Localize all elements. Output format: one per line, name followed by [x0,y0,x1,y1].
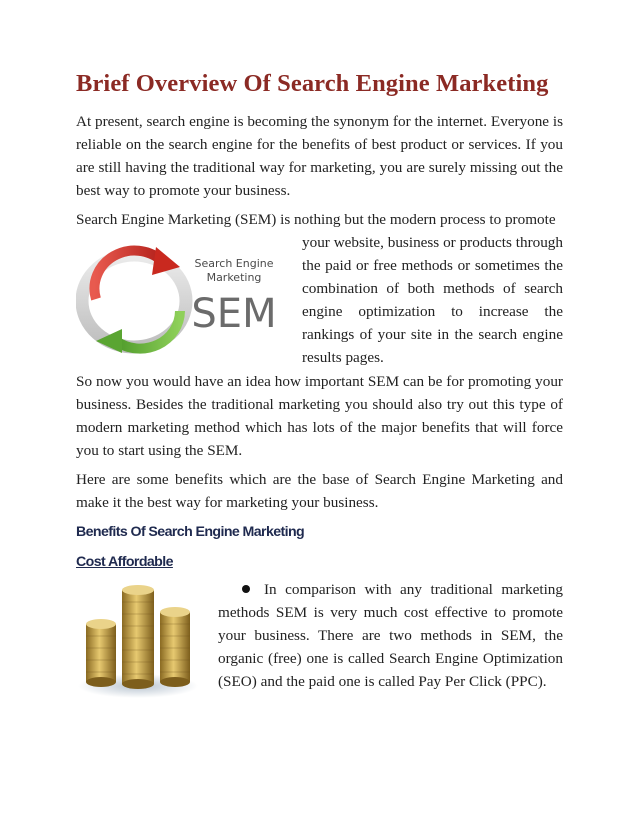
bullet-text: In comparison with any traditional marketing methods SEM is very much cost effective to promote your business. There are two methods in SEM, the organic (free) one is called Search Engine Optimization (SEO) and the paid one is called Pay Per Click (PPC). [218,581,563,690]
sem-lead-line: Search Engine Marketing (SEM) is nothing but the modern process to promote [76,211,556,228]
sem-image-acronym: SEM [191,291,277,337]
benefits-intro-paragraph: Here are some benefits which are the base of Search Engine Marketing and make it the best way for marketing your business. [76,471,563,511]
sem-section [76,231,563,366]
coin-stacks-image [76,584,200,699]
sem-wrapped-paragraph: your website, business or products through the paid or free methods or sometimes the combination of both methods of search engine optimization to increase the rankings of your site in the search engine results pages. [302,234,563,366]
sem-cycle-image [76,237,296,363]
coin-stack-left [86,619,116,687]
cost-section [76,578,563,708]
document-page [76,70,563,708]
cost-affordable-heading: Cost Affordable [76,554,173,570]
page-title: Brief Overview Of Search Engine Marketing [76,70,549,97]
benefits-heading: Benefits Of Search Engine Marketing [76,524,305,540]
intro-paragraph: At present, search engine is becoming the synonym for the internet. Everyone is reliable on the search engine for the benefits of best product or services. If you are still having the traditional way for marketing, you are surely missing out the best way to promote your business. [76,113,563,199]
coin-stack-right [160,607,190,687]
sem-image-line1: Search Engine [194,257,274,270]
importance-paragraph: So now you would have an idea how important SEM can be for promoting your business. Besides the traditional marketing you should also try out this type of modern marketing method which has lots of the major benefits that will force you to start using the SEM. [76,373,563,459]
bullet-dot-icon [242,585,250,593]
coin-stack-center [122,585,154,689]
sem-image-line2: Marketing [206,271,262,284]
bullet-item [218,578,563,693]
